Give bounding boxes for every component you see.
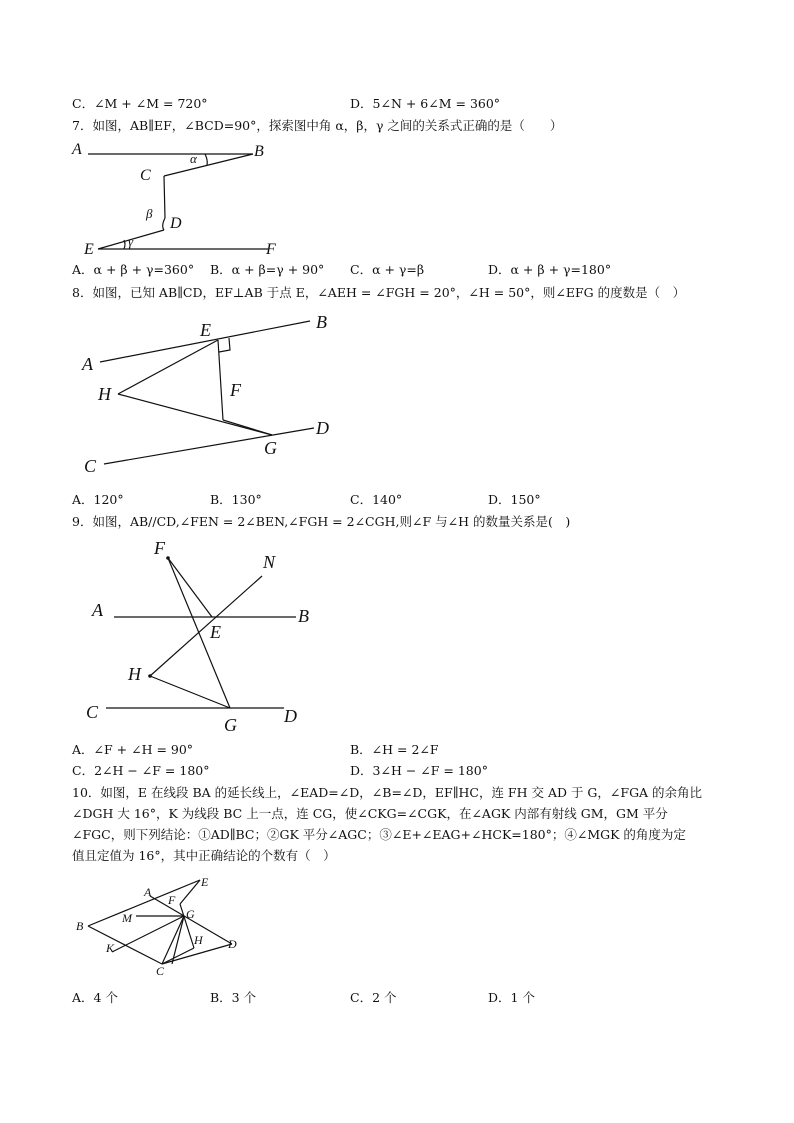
q9-label-h: H — [128, 664, 141, 684]
q10-label-c: C — [156, 964, 165, 978]
q7-label-a: A — [72, 141, 82, 158]
q7-figure — [68, 138, 288, 258]
q10-option-d: D．1 个 — [488, 990, 535, 1005]
q8-label-f: F — [230, 380, 241, 400]
q9-option-d: D．3∠H − ∠F = 180° — [350, 763, 488, 778]
q7-label-beta: β — [146, 206, 153, 221]
q9-label-b: B — [298, 606, 309, 626]
q9-stem: 9．如图，AB//CD,∠FEN = 2∠BEN,∠FGH = 2∠CGH,则∠F 与∠H 的数量关系是( ) — [72, 514, 571, 529]
q8-label-b: B — [316, 312, 327, 332]
q8-label-a: A — [82, 354, 93, 374]
q9-label-n: N — [263, 552, 276, 572]
q10-line-1: 10．如图，E 在线段 BA 的延长线上，∠EAD=∠D，∠B=∠D，EF∥HC，连 FH 交 AD 于 G，∠FGA 的余角比 — [72, 785, 703, 800]
q10-option-a: A．4 个 — [72, 990, 118, 1005]
q8-label-c: C — [84, 456, 97, 476]
q8-stem: 8．如图，已知 AB∥CD，EF⊥AB 于点 E，∠AEH = ∠FGH = 20°，∠H = 50°，则∠EFG 的度数是（ ） — [72, 285, 686, 300]
q10-label-e: E — [201, 875, 209, 889]
q7-option-a: A．α + β + γ=360° — [72, 262, 195, 277]
q8-option-a: A．120° — [72, 492, 124, 507]
q10-label-m: M — [122, 911, 132, 925]
q9-label-f: F — [154, 538, 165, 558]
q9-label-a: A — [92, 600, 103, 620]
q7-label-d: D — [170, 215, 182, 232]
q7-label-alpha: α — [190, 151, 197, 166]
q10-label-b: B — [76, 919, 84, 933]
q10-label-k: K — [106, 941, 115, 955]
q10-line-3: ∠FGC，则下列结论：①AD∥BC；②GK 平分∠AGC；③∠E+∠EAG+∠HCK=180°；④∠MGK 的角度为定 — [72, 827, 686, 842]
q9-option-b: B．∠H = 2∠F — [350, 742, 439, 757]
q7-label-e: E — [84, 241, 94, 258]
q7-label-c: C — [140, 167, 151, 184]
q9-figure — [80, 538, 320, 738]
q10-figure — [72, 874, 252, 984]
q7-option-c: C．α + γ=β — [350, 262, 425, 277]
q9-option-c: C．2∠H − ∠F = 180° — [72, 763, 210, 778]
q10-line-4: 值且定值为 16°，其中正确结论的个数有（ ） — [72, 848, 336, 863]
q10-label-d: D — [228, 937, 237, 951]
q10-option-c: C．2 个 — [350, 990, 397, 1005]
q10-option-b: B．3 个 — [210, 990, 257, 1005]
q10-label-h: H — [194, 933, 203, 947]
q7-label-gamma: γ — [128, 234, 134, 249]
q8-label-h: H — [98, 384, 111, 404]
q8-label-g: G — [264, 438, 277, 458]
q9-option-a: A．∠F + ∠H = 90° — [72, 742, 194, 757]
q10-line-2: ∠DGH 大 16°，K 为线段 BC 上一点，连 CG，使∠CKG=∠CGK，在∠AGK 内部有射线 GM，GM 平分 — [72, 806, 668, 821]
q10-label-g: G — [186, 907, 195, 921]
q10-label-a: A — [144, 885, 152, 899]
q9-label-c: C — [86, 702, 99, 722]
q8-option-b: B．130° — [210, 492, 262, 507]
q9-label-d: D — [284, 706, 297, 726]
q7-stem: 7．如图，AB∥EF，∠BCD=90°，探索图中角 α，β，γ 之间的关系式正确的是（ ） — [72, 118, 563, 133]
q7-label-b: B — [254, 143, 264, 160]
q8-option-c: C．140° — [350, 492, 403, 507]
q8-option-d: D．150° — [488, 492, 541, 507]
q7-label-f: F — [266, 241, 276, 258]
q7-option-b: B．α + β=γ + 90° — [210, 262, 325, 277]
q8-figure — [78, 308, 348, 483]
q9-label-e: E — [210, 622, 221, 642]
q8-label-e: E — [200, 320, 211, 340]
q7-option-d: D．α + β + γ=180° — [488, 262, 612, 277]
q6-option-d: D．5∠N + 6∠M = 360° — [350, 96, 501, 111]
q8-label-d: D — [316, 418, 329, 438]
q10-label-f: F — [168, 893, 176, 907]
q6-option-c: C．∠M + ∠M = 720° — [72, 96, 208, 111]
q9-label-g: G — [224, 715, 237, 735]
